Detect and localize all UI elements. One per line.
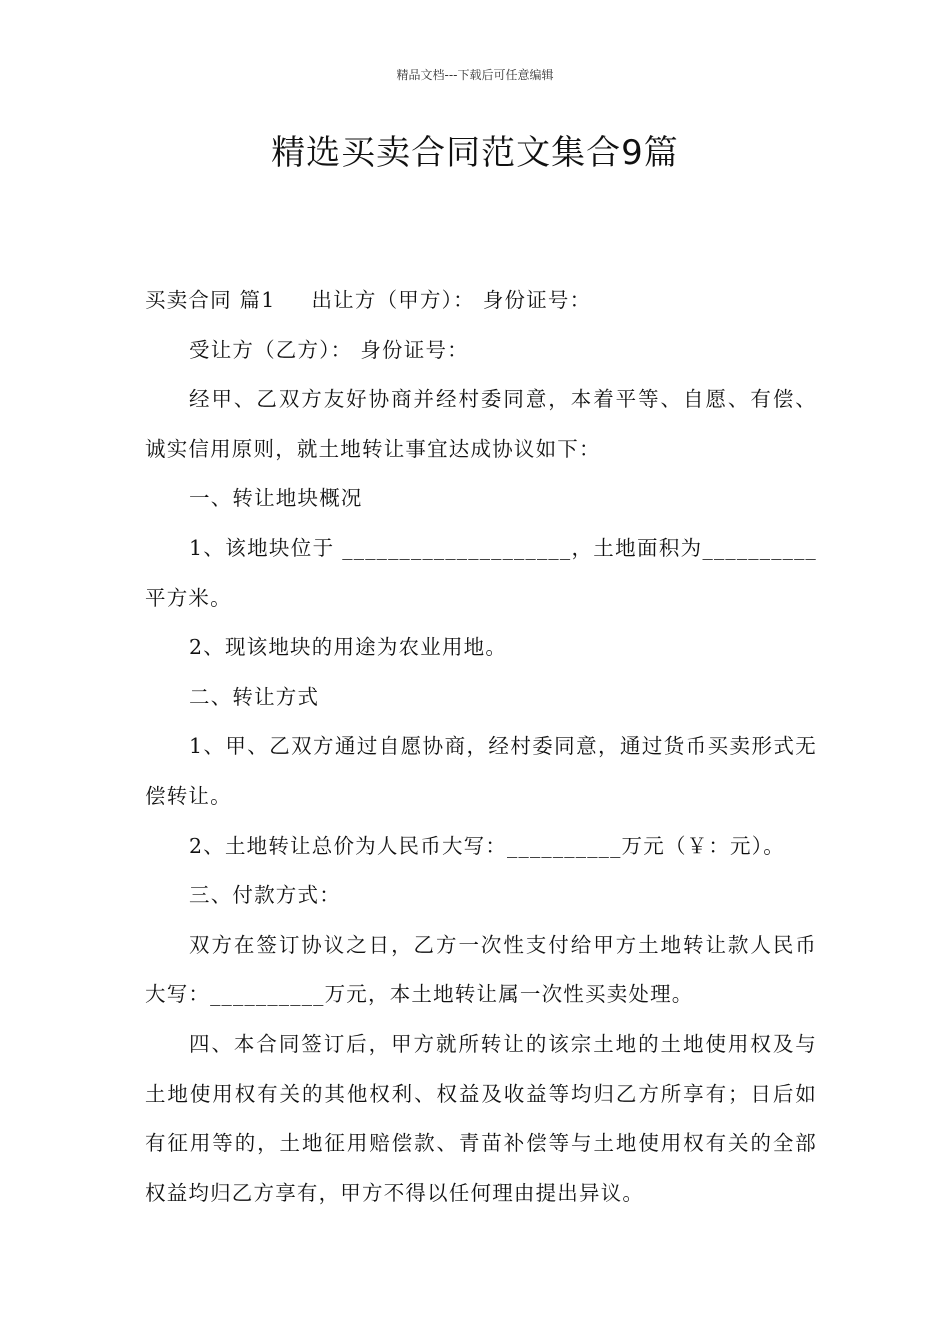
clause-2-2: 2、土地转让总价为人民币大写：__________万元（￥：元）。 xyxy=(189,833,785,858)
buyer-id-label: 身份证号： xyxy=(360,337,469,362)
clause-3-1: 双方在签订协议之日，乙方一次性支付给甲方土地转让款人民币大写：__________万元，本土地转让属一次性买卖处理。 xyxy=(145,932,817,1007)
preamble-paragraph: 经甲、乙双方友好协商并经村委同意，本着平等、自愿、有偿、诚实信用原则，就土地转让事宜达成协议如下： xyxy=(145,387,817,461)
party-b-line xyxy=(145,326,817,376)
party-a-line xyxy=(145,276,817,326)
contract-body xyxy=(145,276,817,1218)
clause-2-1: 1、甲、乙双方通过自愿协商，经村委同意，通过货币买卖形式无偿转让。 xyxy=(145,734,817,808)
seller-label: 出让方（甲方）： xyxy=(311,288,475,312)
clause-1-1: 1、该地块位于 ____________________，土地面积为__________平方米。 xyxy=(145,535,817,610)
section-heading-2: 二、转让方式 xyxy=(189,684,320,709)
document-title: 精选买卖合同范文集合9篇 xyxy=(271,133,679,173)
seller-id-label: 身份证号： xyxy=(482,288,592,312)
contract-label: 买卖合同 篇1 xyxy=(145,288,276,312)
section-heading-1: 一、转让地块概况 xyxy=(189,486,363,511)
clause-1-2: 2、现该地块的用途为农业用地。 xyxy=(189,635,508,660)
section-4-paragraph: 四、本合同签订后，甲方就所转让的该宗土地的土地使用权及与土地使用权有关的其他权利、权益及收益等均归乙方所享有；日后如有征用等的，土地征用赔偿款、青苗补偿等与土地使用权有关的全部权益均归乙方享有，甲方不得以任何理由提出异议。 xyxy=(145,1031,817,1205)
buyer-label: 受让方（乙方）： xyxy=(189,337,353,362)
section-heading-3: 三、付款方式： xyxy=(189,883,341,908)
page-header: 精品文档---下载后可任意编辑 xyxy=(396,68,554,82)
